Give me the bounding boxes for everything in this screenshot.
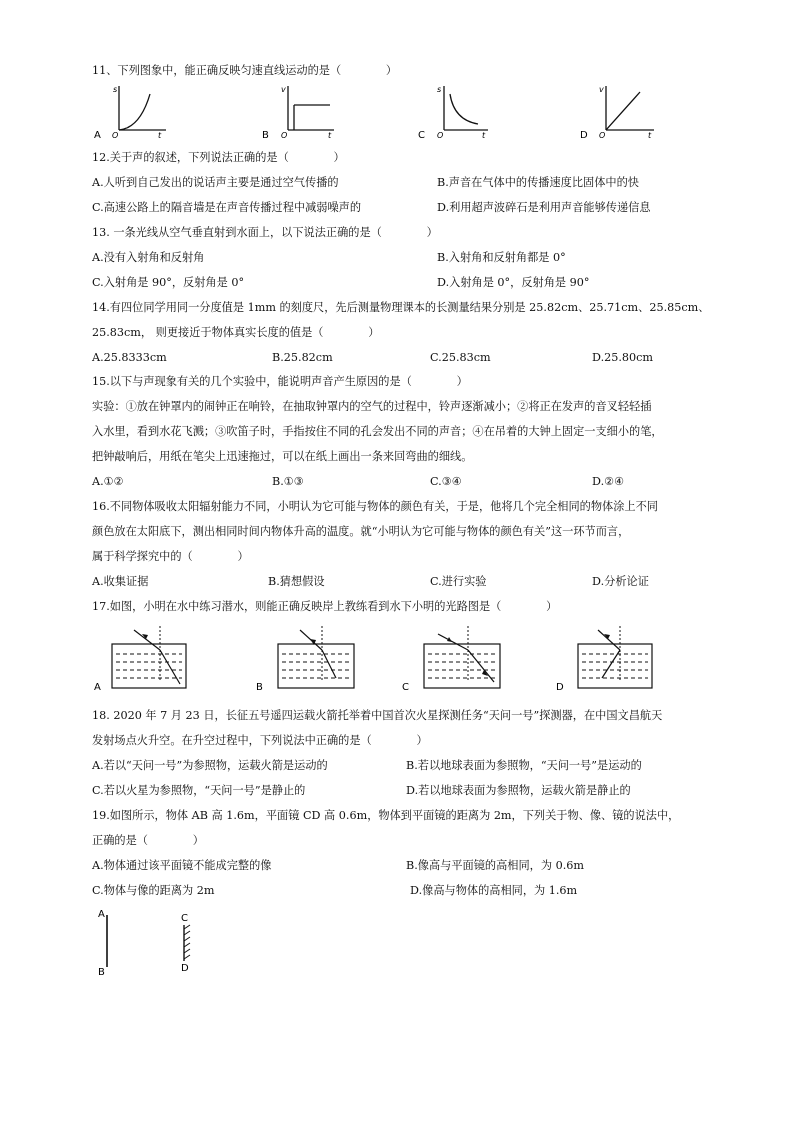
q18-text-line2: 发射场点火升空。在升空过程中，下列说法中正确的是（ ） <box>92 734 428 747</box>
q15-option-d: D.②④ <box>592 475 625 488</box>
q17-diagram-b <box>256 626 354 693</box>
q12-stem: 12.关于声的叙述，下列说法正确的是（ ） <box>92 151 345 164</box>
q19-option-b: B.像高与平面镜的高相同，为 0.6m <box>406 859 584 872</box>
q18-option-a: A.若以“天问一号”为参照物，运载火箭是运动的 <box>92 759 328 772</box>
svg-text:O: O <box>437 131 444 140</box>
q13-option-b: B.入射角和反射角都是 0° <box>437 251 566 264</box>
q17-diagram-c <box>402 626 500 693</box>
svg-text:s: s <box>113 85 118 94</box>
q11-opt-c: C <box>418 130 425 141</box>
q14-option-a: A.25.8333cm <box>92 351 167 364</box>
q18-text-line1: 18. 2020 年 7 月 23 日，长征五号遥四运载火箭托举着中国首次火星探测任务“天问一号”探测器，在中国文昌航天 <box>92 709 663 722</box>
q18-option-b: B.若以地球表面为参照物，“天问一号”是运动的 <box>406 759 642 772</box>
q16-option-c: C.进行实验 <box>430 575 487 588</box>
q19-label-a: A <box>98 909 105 920</box>
q14-option-c: C.25.83cm <box>430 351 491 364</box>
q17-stem: 17.如图，小明在水中练习潜水，则能正确反映岸上教练看到水下小明的光路图是（ ） <box>92 600 558 613</box>
q11-graph-d <box>580 85 654 141</box>
q19-text-line2: 正确的是（ ） <box>92 834 204 847</box>
q12-option-d: D.利用超声波碎石是利用声音能够传递信息 <box>437 201 651 214</box>
svg-text:s: s <box>437 85 442 94</box>
q14-stem-line1: 14.有四位同学用同一分度值是 1mm 的刻度尺，先后测量物理课本的长测量结果分别是 25.82cm、25.71cm、25.85cm、 <box>92 301 710 314</box>
q19-option-a: A.物体通过该平面镜不能成完整的像 <box>92 859 272 872</box>
q16-text-line1: 16.不同物体吸收太阳辐射能力不同，小明认为它可能与物体的颜色有关，于是，他将几个完全相同的物体涂上不同 <box>92 500 658 513</box>
q15-option-a: A.①② <box>92 475 124 488</box>
svg-text:D: D <box>556 682 564 693</box>
q15-text-line1: 实验：①放在钟罩内的闹钟正在响铃，在抽取钟罩内的空气的过程中，铃声逐渐减小；②将正在发声的音叉轻轻插 <box>92 400 652 413</box>
q11-graph-c <box>418 85 488 141</box>
q16-text-line3: 属于科学探究中的（ ） <box>92 550 249 563</box>
q16-option-d: D.分析论证 <box>592 575 649 588</box>
svg-text:A: A <box>94 682 101 693</box>
q13-stem: 13. 一条光线从空气垂直射到水面上，以下说法正确的是（ ） <box>92 226 438 239</box>
q12-option-a: A.人听到自己发出的说话声主要是通过空气传播的 <box>92 176 339 189</box>
q11-opt-b: B <box>262 130 269 141</box>
q19-mirror-cd <box>184 925 190 961</box>
q11-graph-a <box>94 85 166 141</box>
svg-text:v: v <box>281 85 286 94</box>
q11-opt-d: D <box>580 130 588 141</box>
q11-stem: 11、下列图象中，能正确反映匀速直线运动的是（ ） <box>92 64 398 77</box>
svg-text:O: O <box>112 131 119 140</box>
q14-option-d: D.25.80cm <box>592 351 654 364</box>
q12-option-b: B.声音在气体中的传播速度比固体中的快 <box>437 176 639 189</box>
q19-label-c: C <box>181 913 188 924</box>
q15-text-line2: 入水里，看到水花飞溅；③吹笛子时，手指按住不同的孔会发出不同的声音；④在吊着的大钟上固定一支细小的笔， <box>92 425 663 438</box>
svg-text:C: C <box>402 682 409 693</box>
q19-diagram <box>92 905 202 985</box>
q16-text-line2: 颜色放在太阳底下，测出相同时间内物体升高的温度。就“小明认为它可能与物体的颜色有关”这一环节而言， <box>92 525 630 538</box>
svg-text:t: t <box>648 131 652 140</box>
svg-text:v: v <box>599 85 604 94</box>
q13-option-a: A.没有入射角和反射角 <box>92 251 205 264</box>
q19-option-d: D.像高与物体的高相同，为 1.6m <box>410 884 578 897</box>
q11-opt-a: A <box>94 130 101 141</box>
q12-option-c: C.高速公路上的隔音墙是在声音传播过程中减弱噪声的 <box>92 201 362 214</box>
svg-text:O: O <box>599 131 606 140</box>
q15-text-line3: 把钟敲响后，用纸在笔尖上迅速拖过，可以在纸上画出一条来回弯曲的细线。 <box>92 450 473 463</box>
q14-option-b: B.25.82cm <box>272 351 333 364</box>
q19-text-line1: 19.如图所示，物体 AB 高 1.6m，平面镜 CD 高 0.6m，物体到平面镜的距离为 2m，下列关于物、像、镜的说法中， <box>92 809 680 822</box>
q16-option-b: B.猜想假设 <box>268 575 325 588</box>
q19-label-b: B <box>98 967 105 978</box>
q18-option-d: D.若以地球表面为参照物，运载火箭是静止的 <box>406 784 631 797</box>
svg-text:t: t <box>482 131 486 140</box>
q13-option-c: C.入射角是 90°，反射角是 0° <box>92 276 245 289</box>
q15-option-b: B.①③ <box>272 475 304 488</box>
q19-label-d: D <box>181 963 189 974</box>
svg-text:B: B <box>256 682 263 693</box>
svg-text:t: t <box>158 131 162 140</box>
q11-graph-b <box>262 85 334 141</box>
q18-option-c: C.若以火星为参照物，“天问一号”是静止的 <box>92 784 306 797</box>
q16-option-a: A.收集证据 <box>92 575 149 588</box>
q15-option-c: C.③④ <box>430 475 462 488</box>
q14-stem-line2: 25.83cm， 则更接近于物体真实长度的值是（ ） <box>92 326 380 339</box>
q17-diagrams <box>92 624 672 696</box>
q19-option-c: C.物体与像的距离为 2m <box>92 884 215 897</box>
svg-text:t: t <box>328 131 332 140</box>
q17-diagram-a <box>94 626 186 693</box>
q11-graphs <box>92 80 712 142</box>
svg-text:O: O <box>281 131 288 140</box>
q17-diagram-d <box>556 626 652 693</box>
q15-stem: 15.以下与声现象有关的几个实验中，能说明声音产生原因的是（ ） <box>92 375 468 388</box>
q13-option-d: D.入射角是 0°，反射角是 90° <box>437 276 590 289</box>
